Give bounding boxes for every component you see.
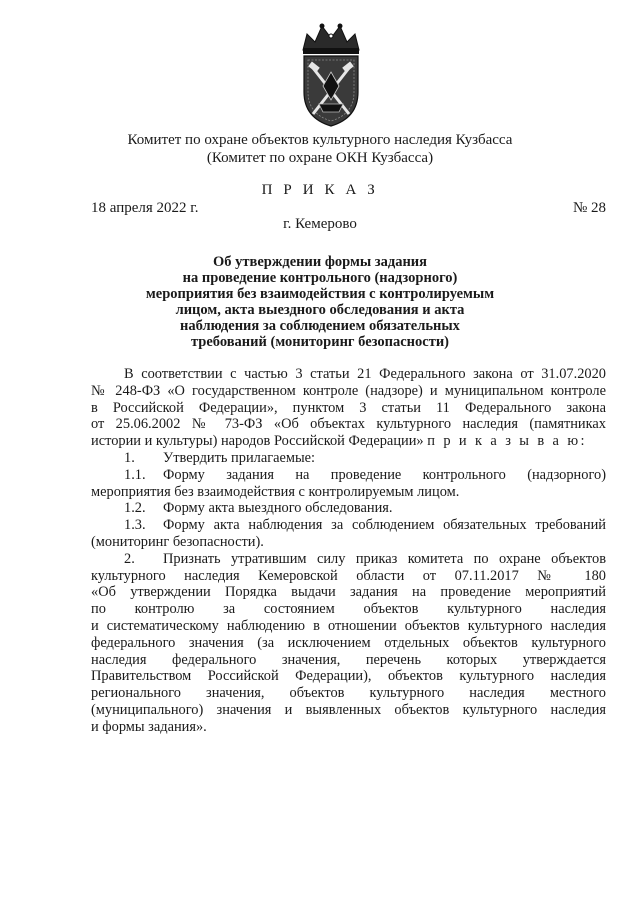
body-line: и формы задания». [91, 718, 207, 735]
item-number: 1.3. [124, 517, 146, 534]
organization-name [0, 131, 640, 167]
document-date: 18 апреля 2022 г. [91, 200, 199, 216]
item-text: Форму акта выездного обследования. [163, 500, 393, 517]
body-line: в Российской Федерации», пунктом 3 статьи 11 Федерального закона [91, 399, 606, 416]
body-line: мероприятия без взаимодействия с контролируемым лицом. [91, 483, 460, 500]
item-number: 1. [124, 449, 135, 466]
body-text: истории и культуры) народов Российской Федерации» [91, 433, 424, 450]
org-line-2: (Комитет по охране ОКН Кузбасса) [206, 150, 434, 166]
body-line: регионального значения, объектов культурного наследия местного [91, 685, 606, 702]
body-line: «Об утверждении Порядка выдачи задания на проведение мероприятий [91, 584, 606, 601]
title-line: лицом, акта выездного обследования и акта [175, 302, 465, 318]
body-line: от 25.06.2002 № 73-ФЗ «Об объектах культурного наследия (памятниках [91, 416, 606, 433]
title-line: Об утверждении формы задания [213, 254, 427, 270]
item-text: Признать утратившим силу приказ комитета по охране объектов [163, 550, 606, 567]
kuzbass-coat-of-arms-emblem [295, 20, 367, 128]
org-line-1: Комитет по охране объектов культурного наследия Кузбасса [127, 132, 513, 148]
item-number: 2. [124, 550, 135, 567]
document-title [0, 254, 640, 350]
body-line: наследия федерального значения, перечень которых утверждается [91, 651, 606, 668]
body-line: федерального значения (за исключением отдельных объектов культурного [91, 634, 606, 651]
document-number: № 28 [572, 200, 606, 216]
list-item [91, 500, 606, 517]
document-city: г. Кемерово [283, 216, 357, 232]
item-text: Утвердить прилагаемые: [163, 449, 316, 466]
body-line [91, 433, 606, 450]
document-type-heading: П Р И К А З [261, 182, 379, 198]
item-text: Форму задания на проведение контрольного (надзорного) [163, 466, 606, 483]
list-item [91, 551, 606, 568]
item-number: 1.1. [124, 466, 146, 483]
body-line: (мониторинг безопасности). [91, 533, 264, 550]
item-number: 1.2. [124, 500, 146, 517]
list-item [91, 467, 606, 484]
title-line: на проведение контрольного (надзорного) [182, 270, 458, 286]
title-line: требований (мониторинг безопасности) [190, 334, 450, 350]
document-body [91, 366, 606, 736]
body-line: культурного наследия Кемеровской области от 07.11.2017 № 180 [91, 567, 606, 584]
list-item [91, 517, 606, 534]
body-line: Правительством Российской Федерации), объектов культурного наследия [91, 668, 606, 685]
title-line: мероприятия без взаимодействия с контролируемым [145, 286, 495, 302]
order-verb: п р и к а з ы в а ю: [427, 433, 587, 450]
body-line: по контролю за состоянием объектов культурного наследия [91, 601, 606, 618]
body-line: и систематическому наблюдению в отношении объектов культурного наследия [91, 617, 606, 634]
body-line: № 248-ФЗ «О государственном контроле (надзоре) и муниципальном контроле [91, 382, 606, 399]
body-line: (муниципального) значения и выявленных объектов культурного наследия [91, 701, 606, 718]
title-line: наблюдения за соблюдением обязательных [180, 318, 460, 334]
list-item [91, 450, 606, 467]
body-line: В соответствии с частью 3 статьи 21 Федерального закона от 31.07.2020 [124, 366, 606, 382]
crown-band [303, 48, 359, 54]
item-text: Форму акта наблюдения за соблюдением обязательных требований [163, 517, 606, 534]
